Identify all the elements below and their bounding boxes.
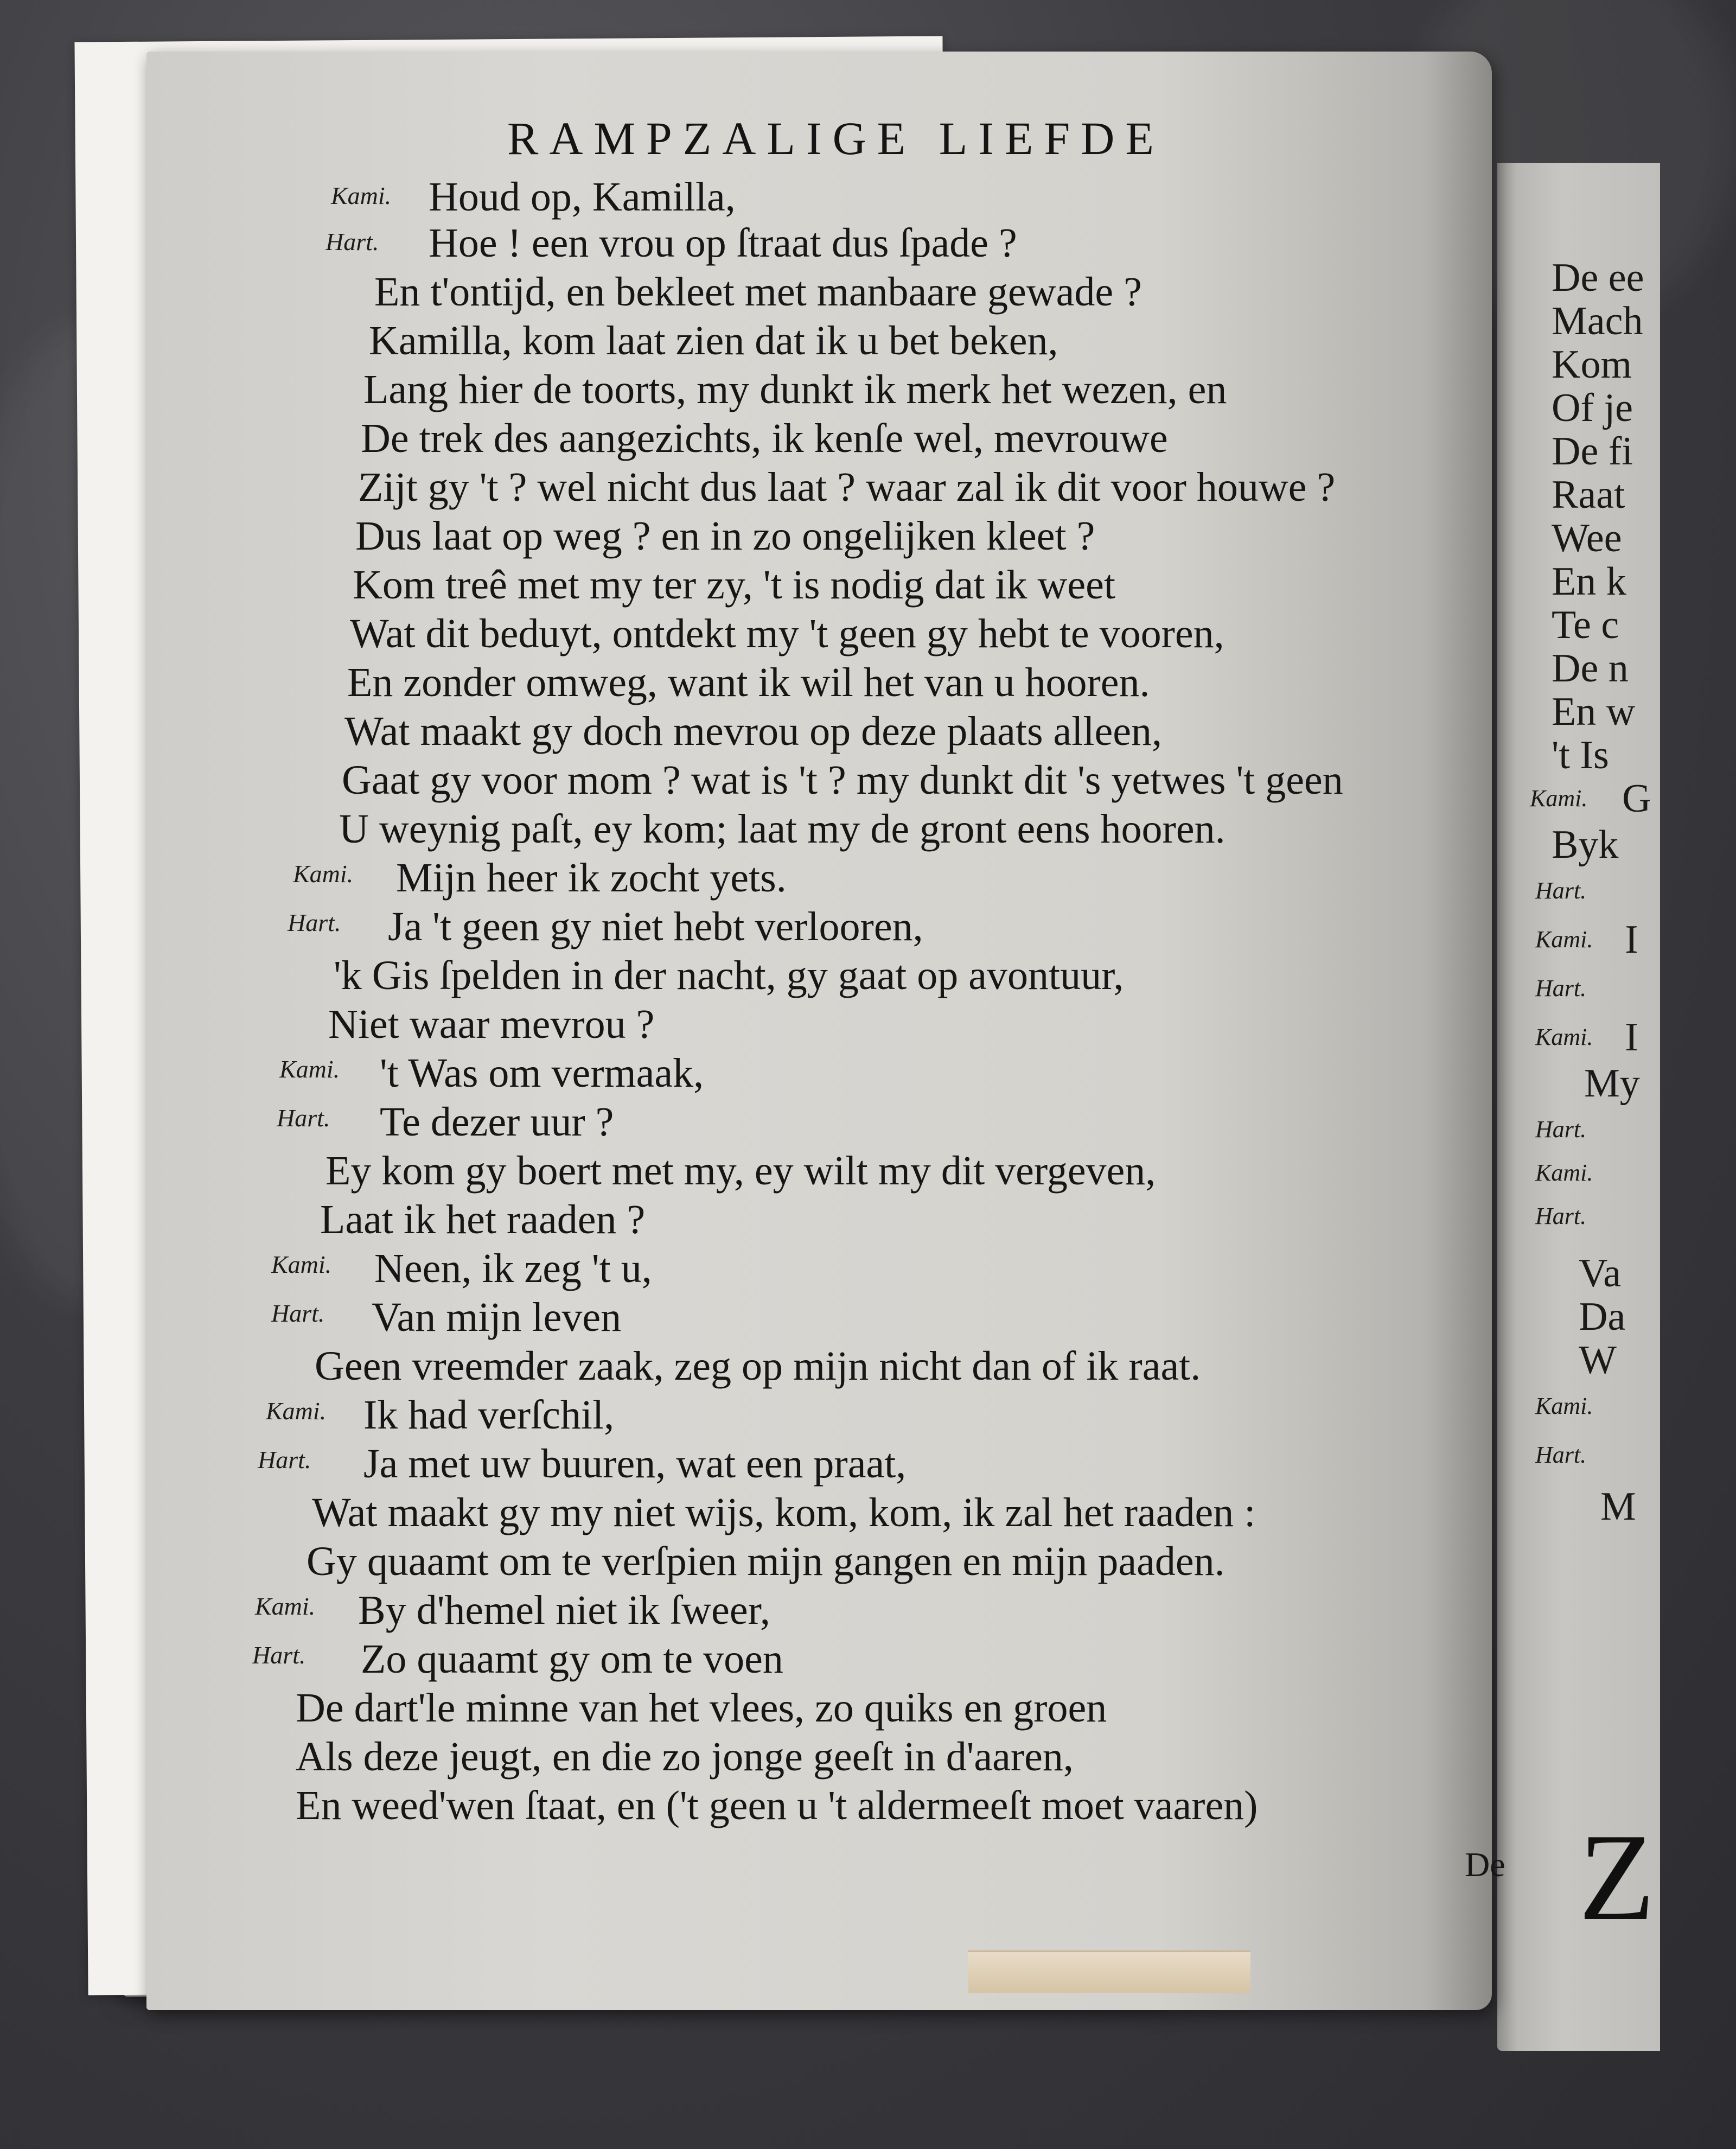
verse-line: De dart'le minne van het vlees, zo quiks en groen <box>296 1685 1107 1731</box>
facing-line: I <box>1625 1015 1638 1060</box>
verse-line: Lang hier de toorts, my dunkt ik merk het wezen, en <box>363 367 1227 412</box>
facing-line: M <box>1600 1484 1636 1529</box>
facing-speaker: Hart. <box>1535 1116 1587 1143</box>
verse-line: Dus laat op weg ? en in zo ongelijken kleet ? <box>355 513 1095 559</box>
speaker-label: Hart. <box>288 909 341 936</box>
facing-line: Byk <box>1552 822 1619 867</box>
verse-line: Niet waar mevrou ? <box>328 1002 655 1047</box>
facing-line: G <box>1622 776 1651 821</box>
verse-line: En zonder omweg, want ik wil het van u hooren. <box>347 660 1150 705</box>
facing-line: W <box>1579 1338 1617 1382</box>
speaker-label: Hart. <box>271 1299 325 1327</box>
verse-line: By d'hemel niet ik ſweer, <box>358 1587 770 1633</box>
facing-speaker: Hart. <box>1535 1442 1587 1468</box>
verse-line: Houd op, Kamilla, <box>429 174 736 220</box>
facing-speaker: Hart. <box>1535 877 1587 904</box>
verse-line: Te dezer uur ? <box>380 1099 614 1145</box>
facing-line: En w <box>1552 690 1636 734</box>
paper-tab <box>968 1950 1250 1993</box>
facing-speaker: Kami. <box>1535 926 1593 953</box>
facing-line: 't Is <box>1552 733 1609 777</box>
verse-line: Ja 't geen gy niet hebt verlooren, <box>388 904 923 949</box>
verse-line: Kom treê met my ter zy, 't is nodig dat ik weet <box>353 562 1115 608</box>
verse-line: Gaat gy voor mom ? wat is 't ? my dunkt dit 's yetwes 't geen <box>342 757 1343 803</box>
speaker-label: Kami. <box>293 860 354 888</box>
facing-speaker: Kami. <box>1535 1159 1593 1186</box>
facing-line: Raat <box>1552 473 1625 517</box>
speaker-label: Kami. <box>266 1397 327 1425</box>
speaker-label: Hart. <box>326 228 379 256</box>
verse-line: U weynig paſt, ey kom; laat my de gront eens hooren. <box>339 806 1226 852</box>
speaker-label: Kami. <box>255 1592 316 1620</box>
verse-line: Wat maakt gy my niet wijs, kom, kom, ik zal het raaden : <box>312 1490 1256 1535</box>
verse-line: Gy quaamt om te verſpien mijn gangen en mijn paaden. <box>307 1539 1225 1584</box>
verse-line: 't Was om vermaak, <box>380 1050 704 1096</box>
verse-line: Ik had verſchil, <box>363 1392 615 1438</box>
verse-line: Zijt gy 't ? wel nicht dus laat ? waar zal ik dit voor houwe ? <box>358 464 1336 510</box>
facing-speaker: Hart. <box>1535 975 1587 1002</box>
verse-line: De trek des aangezichts, ik kenſe wel, mevrouwe <box>361 416 1168 461</box>
verse-line: Van mijn leven <box>372 1294 622 1340</box>
facing-line: De n <box>1552 646 1629 691</box>
verse-line: Ey kom gy boert met my, ey wilt my dit vergeven, <box>326 1148 1156 1194</box>
facing-line: My <box>1584 1061 1640 1106</box>
facing-line: En k <box>1552 559 1626 604</box>
verse-line: Als deze jeugt, en die zo jonge geeſt in d'aaren, <box>296 1734 1074 1780</box>
verse-line: Zo quaamt gy om te voen <box>361 1636 783 1682</box>
facing-line: Wee <box>1552 516 1622 560</box>
speaker-label: Hart. <box>258 1446 311 1474</box>
speaker-label: Kami. <box>331 182 392 209</box>
facing-page-initial: Z <box>1579 1808 1655 1946</box>
speaker-label: Kami. <box>271 1251 332 1278</box>
facing-line: De fi <box>1552 429 1633 474</box>
speaker-label: Kami. <box>279 1055 340 1083</box>
facing-speaker: Kami. <box>1535 1024 1593 1050</box>
facing-speaker: Kami. <box>1530 785 1588 812</box>
facing-line: Mach <box>1552 299 1643 343</box>
facing-line: Da <box>1579 1294 1626 1339</box>
facing-line: Of je <box>1552 386 1633 430</box>
speaker-label: Hart. <box>252 1641 306 1669</box>
facing-line: I <box>1625 917 1638 962</box>
verse-line: Wat maakt gy doch mevrou op deze plaats alleen, <box>344 709 1162 754</box>
facing-speaker: Hart. <box>1535 1203 1587 1229</box>
verse-line: En weed'wen ſtaat, en ('t geen u 't aldermeeſt moet vaaren) <box>296 1783 1258 1828</box>
verse-line: Mijn heer ik zocht yets. <box>396 855 787 901</box>
verse-line: 'k Gis ſpelden in der nacht, gy gaat op avontuur, <box>334 953 1124 998</box>
facing-line: Kom <box>1552 342 1632 387</box>
verse-line: Wat dit beduyt, ontdekt my 't geen gy hebt te vooren, <box>350 611 1224 656</box>
speaker-label: Hart. <box>277 1104 330 1132</box>
verse-line: Kamilla, kom laat zien dat ik u bet beken, <box>369 318 1058 364</box>
verse-line: Ja met uw buuren, wat een praat, <box>363 1441 907 1487</box>
catchword: De <box>1465 1845 1505 1884</box>
facing-speaker: Kami. <box>1535 1393 1593 1419</box>
running-head: RAMPZALIGE LIEFDE <box>507 112 1165 164</box>
facing-line: Va <box>1579 1251 1622 1296</box>
facing-line: Te c <box>1552 603 1619 647</box>
verse-line: Geen vreemder zaak, zeg op mijn nicht dan of ik raat. <box>315 1343 1201 1389</box>
verse-line: Laat ik het raaden ? <box>320 1197 646 1242</box>
facing-line: De ee <box>1552 256 1644 300</box>
verse-line: Neen, ik zeg 't u, <box>374 1246 652 1291</box>
verse-line: Hoe ! een vrou op ſtraat dus ſpade ? <box>429 220 1017 266</box>
verse-line: En t'ontijd, en bekleet met manbaare gewade ? <box>374 269 1142 315</box>
